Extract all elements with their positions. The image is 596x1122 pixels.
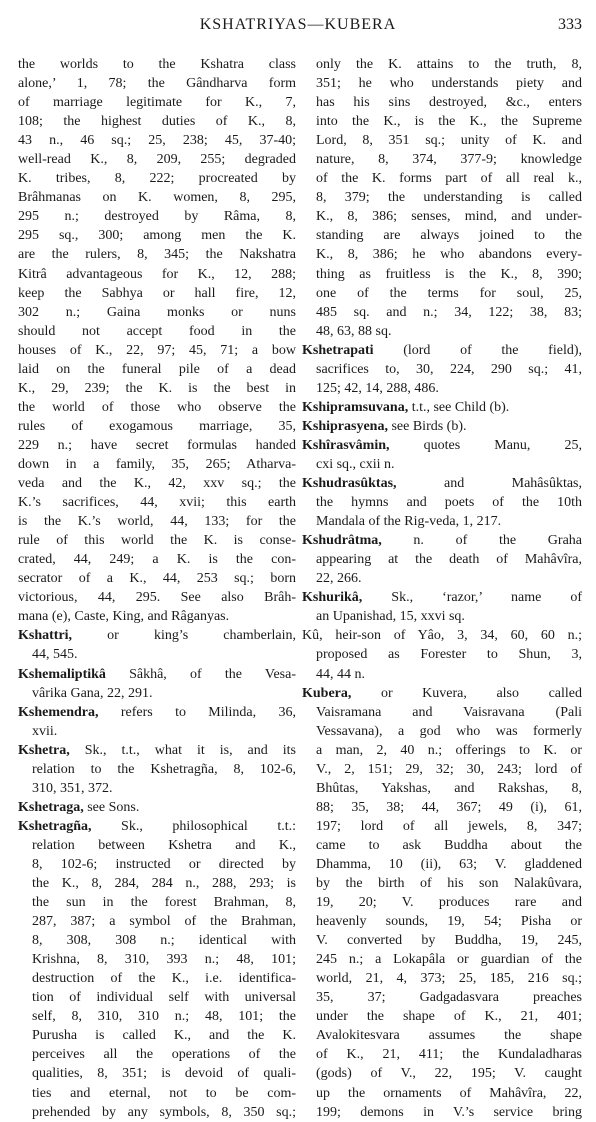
headword: Kshudrâtma, <box>302 533 382 549</box>
index-line <box>18 417 296 436</box>
entry-text: should not accept food in the <box>18 323 296 339</box>
entry-text: 88; 35, 38; 44, 367; 49 (i), 61, <box>316 799 582 815</box>
entry-text: laid on the funeral pile of a dead <box>18 361 296 377</box>
headword: Kshetragña, <box>18 818 92 834</box>
index-line <box>18 988 296 1007</box>
entry-text: xvii. <box>32 723 58 739</box>
entry-text: 8, 379; the understanding is called <box>316 190 582 206</box>
entry-text: Purusha is called K., and the K. <box>32 1028 296 1044</box>
entry-text: alone,’ 1, 78; the Gândharva form <box>18 76 296 92</box>
index-line <box>302 798 582 817</box>
entry-text: (gods) of V., 22, 195; V. caught <box>316 1066 582 1082</box>
entry-text: 295 sq., 300; among men the K. <box>18 228 296 244</box>
index-line <box>302 607 582 626</box>
index-line <box>18 665 296 684</box>
entry-text: 44, 44 n. <box>316 666 365 682</box>
entry-text: 485 sq. and n.; 34, 122; 38, 83; <box>316 304 582 320</box>
entry-text: down in a family, 35, 265; Atharva- <box>18 456 296 472</box>
index-line <box>18 74 296 93</box>
index-line <box>302 131 582 150</box>
entry-text: a man, 2, 40 n.; offerings to K. or <box>316 742 582 758</box>
index-line <box>18 169 296 188</box>
headword: Kshemendra, <box>18 704 99 720</box>
index-line <box>18 531 296 550</box>
index-line <box>302 303 582 322</box>
entry-text: see Birds (b). <box>387 418 467 434</box>
index-line <box>302 1045 582 1064</box>
index-line <box>302 93 582 112</box>
entry-text: quotes Manu, 25, <box>389 437 582 453</box>
entry-text: relation to the Kshetragña, 8, 102-6, <box>32 761 296 777</box>
entry-text: 44, 545. <box>32 647 78 663</box>
index-line <box>18 398 296 417</box>
entry-text: standing are always joined to the <box>316 228 582 244</box>
index-line <box>18 150 296 169</box>
index-line <box>18 893 296 912</box>
entry-text: Dhamma, 10 (ii), 63; V. gladdened <box>316 856 582 872</box>
headword: Kshurikâ, <box>302 590 363 606</box>
index-line <box>18 1026 296 1045</box>
index-line <box>18 779 296 798</box>
index-line <box>18 607 296 626</box>
index-line <box>18 912 296 931</box>
index-line <box>302 474 582 493</box>
entry-text: victorious, 44, 295. See also Brâh- <box>18 590 296 606</box>
entry-text: are the rulers, 8, 345; the Nakshatra <box>18 247 296 263</box>
index-line <box>302 112 582 131</box>
entry-text: the hymns and poets of the 10th <box>316 495 582 511</box>
index-line <box>302 703 582 722</box>
entry-text: of K., 21, 411; the Kundaladharas <box>316 1047 582 1063</box>
entry-text: came to ask Buddha about the <box>316 837 582 853</box>
entry-text: the K., 8, 284, 284 n., 288, 293; is <box>32 876 296 892</box>
headword: Kshetraga, <box>18 799 84 815</box>
index-line <box>18 207 296 226</box>
index-line <box>302 912 582 931</box>
index-line <box>18 1007 296 1026</box>
page-number: 333 <box>558 16 582 33</box>
entry-text: thing as fruitless is the K., 8, 390; <box>316 266 582 282</box>
index-line <box>302 169 582 188</box>
index-line <box>18 817 296 836</box>
entry-text: of marriage legitimate for K., 7, <box>18 95 296 111</box>
index-line <box>18 855 296 874</box>
index-line <box>302 322 582 341</box>
entry-text: by the birth of his son Nalakûvara, <box>316 876 582 892</box>
entry-text: the worlds to the Kshatra class <box>18 57 296 72</box>
entry-text: K., 8, 386; he who abandons every- <box>316 247 582 263</box>
index-line <box>18 626 296 645</box>
entry-text: relation between Kshetra and K., <box>32 837 296 853</box>
index-line <box>18 931 296 950</box>
entry-text: and Mahâsûktas, <box>396 476 582 492</box>
index-line <box>302 988 582 1007</box>
entry-text: see Sons. <box>83 799 140 815</box>
index-line <box>18 1064 296 1083</box>
right-column <box>302 55 582 1122</box>
index-line <box>18 284 296 303</box>
entry-text: keep the Sabhya or hall fire, 12, <box>18 285 296 301</box>
entry-text: Sâkhâ, of the Vesa- <box>105 666 296 682</box>
index-line <box>18 93 296 112</box>
index-line <box>18 969 296 988</box>
entry-text: 197; lord of all jewels, 8, 347; <box>316 818 582 834</box>
index-line <box>302 836 582 855</box>
entry-text: V. converted by Buddha, 19, 245, <box>316 933 582 949</box>
index-line <box>18 1103 296 1122</box>
index-line <box>302 379 582 398</box>
entry-text: 108; the highest duties of K., 8, <box>18 114 296 130</box>
index-line <box>18 588 296 607</box>
index-line <box>302 760 582 779</box>
index-line <box>302 588 582 607</box>
entry-text: crated, 44, 249; a K. is the con- <box>18 552 296 568</box>
index-line <box>18 703 296 722</box>
index-line <box>302 417 582 436</box>
entry-text: 351; he who understands piety and <box>316 76 582 92</box>
entry-text: proposed as Forester to Shun, 3, <box>316 647 582 663</box>
entry-text: Krishna, 8, 310, 393 n.; 48, 101; <box>32 952 296 968</box>
entry-text: appearing at the death of Mahâvîra, <box>316 552 582 568</box>
entry-text: 199; demons in V.’s service bring <box>316 1104 582 1120</box>
entry-text: veda and the K., 42, xxv sq.; the <box>18 476 296 492</box>
entry-text: sacrifices to, 30, 224, 290 sq.; 41, <box>316 361 582 377</box>
index-line <box>18 474 296 493</box>
index-line <box>18 360 296 379</box>
headword: Kshiprasyena, <box>302 418 388 434</box>
entry-text: the sun in the forest Brahman, 8, <box>32 895 296 911</box>
index-line <box>302 722 582 741</box>
index-line <box>18 265 296 284</box>
entry-text: vârika Gana, 22, 291. <box>32 685 153 701</box>
entry-text: up the ornaments of Mahâvîra, 22, <box>316 1085 582 1101</box>
entry-text: cxi sq., cxii n. <box>316 456 395 472</box>
entry-text: V., 2, 151; 29, 32; 30, 243; lord of <box>316 761 582 777</box>
index-line <box>302 360 582 379</box>
entry-text: ties and eternal, not to be com- <box>32 1085 296 1101</box>
entry-text: under the shape of K., 21, 401; <box>316 1009 582 1025</box>
entry-text: 8, 102-6; instructed or directed by <box>32 856 296 872</box>
index-line <box>18 798 296 817</box>
index-line <box>302 550 582 569</box>
index-line <box>302 950 582 969</box>
index-line <box>302 265 582 284</box>
index-line <box>18 379 296 398</box>
index-line <box>18 341 296 360</box>
index-line <box>302 626 582 645</box>
index-line <box>18 131 296 150</box>
index-line <box>18 950 296 969</box>
entry-text: refers to Milinda, 36, <box>98 704 296 720</box>
entry-text: mana (e), Caste, King, and Râganyas. <box>18 609 230 625</box>
entry-text: well-read K., 8, 209, 255; degraded <box>18 152 296 168</box>
entry-text: or Kuvera, also called <box>351 685 582 701</box>
index-line <box>18 55 296 74</box>
index-line <box>18 741 296 760</box>
entry-text: K. tribes, 8, 222; procreated by <box>18 171 296 187</box>
entry-text: one of the terms for soul, 25, <box>316 285 582 301</box>
entry-text: of the K. forms part of all real k., <box>316 171 582 187</box>
index-line <box>302 284 582 303</box>
index-line <box>302 893 582 912</box>
headword: Kshudrasûktas, <box>302 476 397 492</box>
index-line <box>18 226 296 245</box>
index-line <box>302 398 582 417</box>
index-line <box>302 1026 582 1045</box>
entry-text: or king’s chamberlain, <box>72 628 296 644</box>
index-line <box>18 874 296 893</box>
index-line <box>302 245 582 264</box>
index-line <box>18 303 296 322</box>
index-line <box>302 569 582 588</box>
entry-text: 302 n.; Gaina monks or nuns <box>18 304 296 320</box>
entry-text: the world of those who observe the <box>18 399 296 415</box>
index-line <box>302 74 582 93</box>
index-line <box>302 665 582 684</box>
index-line <box>18 436 296 455</box>
entry-text: prehended by any symbols, 8, 350 sq.; <box>32 1104 296 1120</box>
entry-text: 295 n.; destroyed by Râma, 8, <box>18 209 296 225</box>
entry-text: Vaisramana and Vaisravana (Pali <box>316 704 582 720</box>
entry-text: heavenly sounds, 19, 54; Pisha or <box>316 914 582 930</box>
entry-text: perceives all the operations of the <box>32 1047 296 1063</box>
entry-text: qualities, 8, 351; is devoid of quali- <box>32 1066 296 1082</box>
entry-text: Avalokitesvara assumes the shape <box>316 1028 582 1044</box>
entry-text: has his sins destroyed, &c., enters <box>316 95 582 111</box>
entry-text: 245 n.; a Lokapâla or guardian of the <box>316 952 582 968</box>
index-line <box>18 1045 296 1064</box>
index-line <box>18 760 296 779</box>
index-line <box>302 1084 582 1103</box>
index-line <box>302 874 582 893</box>
running-header <box>0 0 596 44</box>
index-line <box>302 645 582 664</box>
entry-text: 287, 387; a symbol of the Brahman, <box>32 914 296 930</box>
headword: Kshetra, <box>18 742 70 758</box>
index-line <box>302 969 582 988</box>
entry-text: n. of the Graha <box>381 533 582 549</box>
entry-text: K., 8, 386; senses, mind, and under- <box>316 209 582 225</box>
index-line <box>302 455 582 474</box>
entry-text: Brâhmanas on K. women, 8, 295, <box>18 190 296 206</box>
left-column <box>18 55 296 1122</box>
headword: Kshemaliptikâ <box>18 666 106 682</box>
headword: Kshattri, <box>18 628 73 644</box>
entry-text: into the K., is the K., the Supreme <box>316 114 582 130</box>
index-line <box>18 245 296 264</box>
index-line <box>302 512 582 531</box>
index-line <box>18 455 296 474</box>
entry-text: 125; 42, 14, 288, 486. <box>316 380 439 396</box>
index-line <box>302 188 582 207</box>
entry-text: 43 n., 46 sq.; 25, 238; 45, 37-40; <box>18 133 296 149</box>
entry-text: tion of individual self with universal <box>32 990 296 1006</box>
index-line <box>302 436 582 455</box>
entry-text: self, 8, 310, 310 n.; 48, 101; the <box>32 1009 296 1025</box>
index-line <box>18 569 296 588</box>
headword: Kshîrasvâmin, <box>302 437 390 453</box>
index-line <box>302 741 582 760</box>
entry-text: t.t., see Child (b). <box>408 399 510 415</box>
entry-text: (lord of the field), <box>373 342 582 358</box>
index-line <box>302 931 582 950</box>
entry-text: secrator of a K., 44, 253 sq.; born <box>18 571 296 587</box>
page-title: KSHATRIYAS—KUBERA <box>199 16 397 33</box>
index-line <box>302 341 582 360</box>
index-line <box>18 1084 296 1103</box>
index-line <box>302 55 582 74</box>
headword: Kubera, <box>302 685 352 701</box>
entry-text: K., 29, 239; the K. is the best in <box>18 380 296 396</box>
entry-text: Lord, 8, 351 sq.; unity of K. and <box>316 133 582 149</box>
index-line <box>18 512 296 531</box>
index-line <box>302 817 582 836</box>
index-line <box>302 855 582 874</box>
index-line <box>18 112 296 131</box>
index-line <box>18 188 296 207</box>
entry-text: only the K. attains to the truth, 8, <box>316 57 582 72</box>
entry-text: is the K.’s world, 44, 133; for the <box>18 514 296 530</box>
index-line <box>302 1064 582 1083</box>
entry-text: rules of exogamous marriage, 35, <box>18 418 296 434</box>
index-line <box>302 684 582 703</box>
index-line <box>302 207 582 226</box>
entry-text: destruction of the K., i.e. identifica- <box>32 971 296 987</box>
index-line <box>18 322 296 341</box>
index-line <box>302 493 582 512</box>
entry-text: 35, 37; Gadgadasvara preaches <box>316 990 582 1006</box>
entry-text: 8, 308, 308 n.; identical with <box>32 933 296 949</box>
entry-text: Mandala of the Rig-veda, 1, 217. <box>316 514 502 530</box>
entry-text: 229 n.; have secret formulas handed <box>18 437 296 453</box>
index-line <box>18 493 296 512</box>
entry-text: 310, 351, 372. <box>32 780 113 796</box>
index-line <box>18 722 296 741</box>
index-line <box>302 150 582 169</box>
index-line <box>18 550 296 569</box>
entry-text: Sk., philosophical t.t.: <box>91 818 296 834</box>
entry-text: Vessavana), a god who was formerly <box>316 723 582 739</box>
headword: Kshipramsuvana, <box>302 399 409 415</box>
entry-text: houses of K., 22, 97; 45, 71; a bow <box>18 342 296 358</box>
index-line <box>18 836 296 855</box>
entry-text: Bhûtas, Yakshas, and Rakshas, 8, <box>316 780 582 796</box>
entry-text: Kitrâ advantageous for K., 12, 288; <box>18 266 296 282</box>
entry-text: 19, 20; V. produces rare and <box>316 895 582 911</box>
entry-text: rule of this world the K. is conse- <box>18 533 296 549</box>
entry-text: an Upanishad, 15, xxvi sq. <box>316 609 465 625</box>
index-line <box>302 531 582 550</box>
entry-text: K.’s sacrifices, 44, xvii; this earth <box>18 495 296 511</box>
entry-text: nature, 8, 374, 377-9; knowledge <box>316 152 582 168</box>
entry-text: 22, 266. <box>316 571 362 587</box>
entry-text: 48, 63, 88 sq. <box>316 323 392 339</box>
headword: Kshetrapati <box>302 342 374 358</box>
entry-text: Sk., t.t., what it is, and its <box>69 742 296 758</box>
index-line <box>302 1103 582 1122</box>
index-line <box>18 684 296 703</box>
index-line <box>302 779 582 798</box>
entry-text: world, 21, 4, 373; 25, 185, 216 sq.; <box>316 971 582 987</box>
index-line <box>302 226 582 245</box>
index-line <box>18 645 296 664</box>
entry-text: Sk., ‘razor,’ name of <box>362 590 582 606</box>
index-line <box>302 1007 582 1026</box>
entry-text: Kû, heir-son of Yâo, 3, 34, 60, 60 n.; <box>302 628 582 644</box>
